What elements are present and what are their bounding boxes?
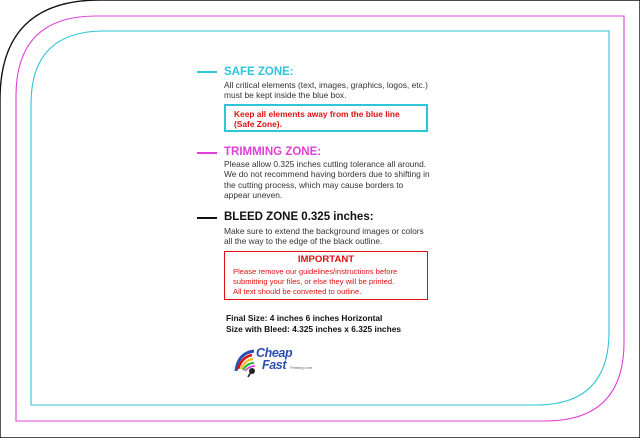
size-with-bleed: Size with Bleed: 4.325 inches x 6.325 inches (226, 324, 402, 334)
bleed-zone-title: BLEED ZONE 0.325 inches: (224, 211, 374, 223)
bleed-zone-description: Make sure to extend the background images or colors all the way to the edge of the black outline. (224, 226, 424, 247)
final-size: Final Size: 4 inches 6 inches Horizontal (226, 313, 383, 323)
trimming-zone-legend-line (197, 152, 217, 154)
bleed-zone-legend-line (197, 217, 217, 219)
safe-zone-title: SAFE ZONE: (224, 66, 294, 78)
safe-zone-callout-text: Keep all elements away from the blue line (Safe Zone). (234, 109, 400, 130)
important-notice (224, 251, 428, 300)
trimming-zone-title: TRIMMING ZONE: (224, 146, 322, 158)
logo-text-printing: Printing.com (290, 365, 313, 370)
safe-zone-description: All critical elements (text, images, graphics, logos, etc.) must be kept inside the blue box. (224, 80, 428, 101)
safe-zone-legend-line (197, 71, 217, 73)
company-logo (232, 345, 322, 379)
trimming-zone-description: Please allow 0.325 inches cutting tolerance all around. We do not recommend having borders due to shifting in the cutting process, which may cause borders to appear uneven. (224, 159, 430, 201)
important-text: Please remove our guidelines/instructions before submitting your files, or else they will be printed. All text should be converted to outline. (233, 267, 398, 296)
logo-text-cheap: Cheap (256, 346, 293, 360)
logo-text-fast: Fast (262, 358, 287, 372)
important-title: IMPORTANT (297, 254, 355, 265)
safe-zone-callout (224, 104, 428, 132)
